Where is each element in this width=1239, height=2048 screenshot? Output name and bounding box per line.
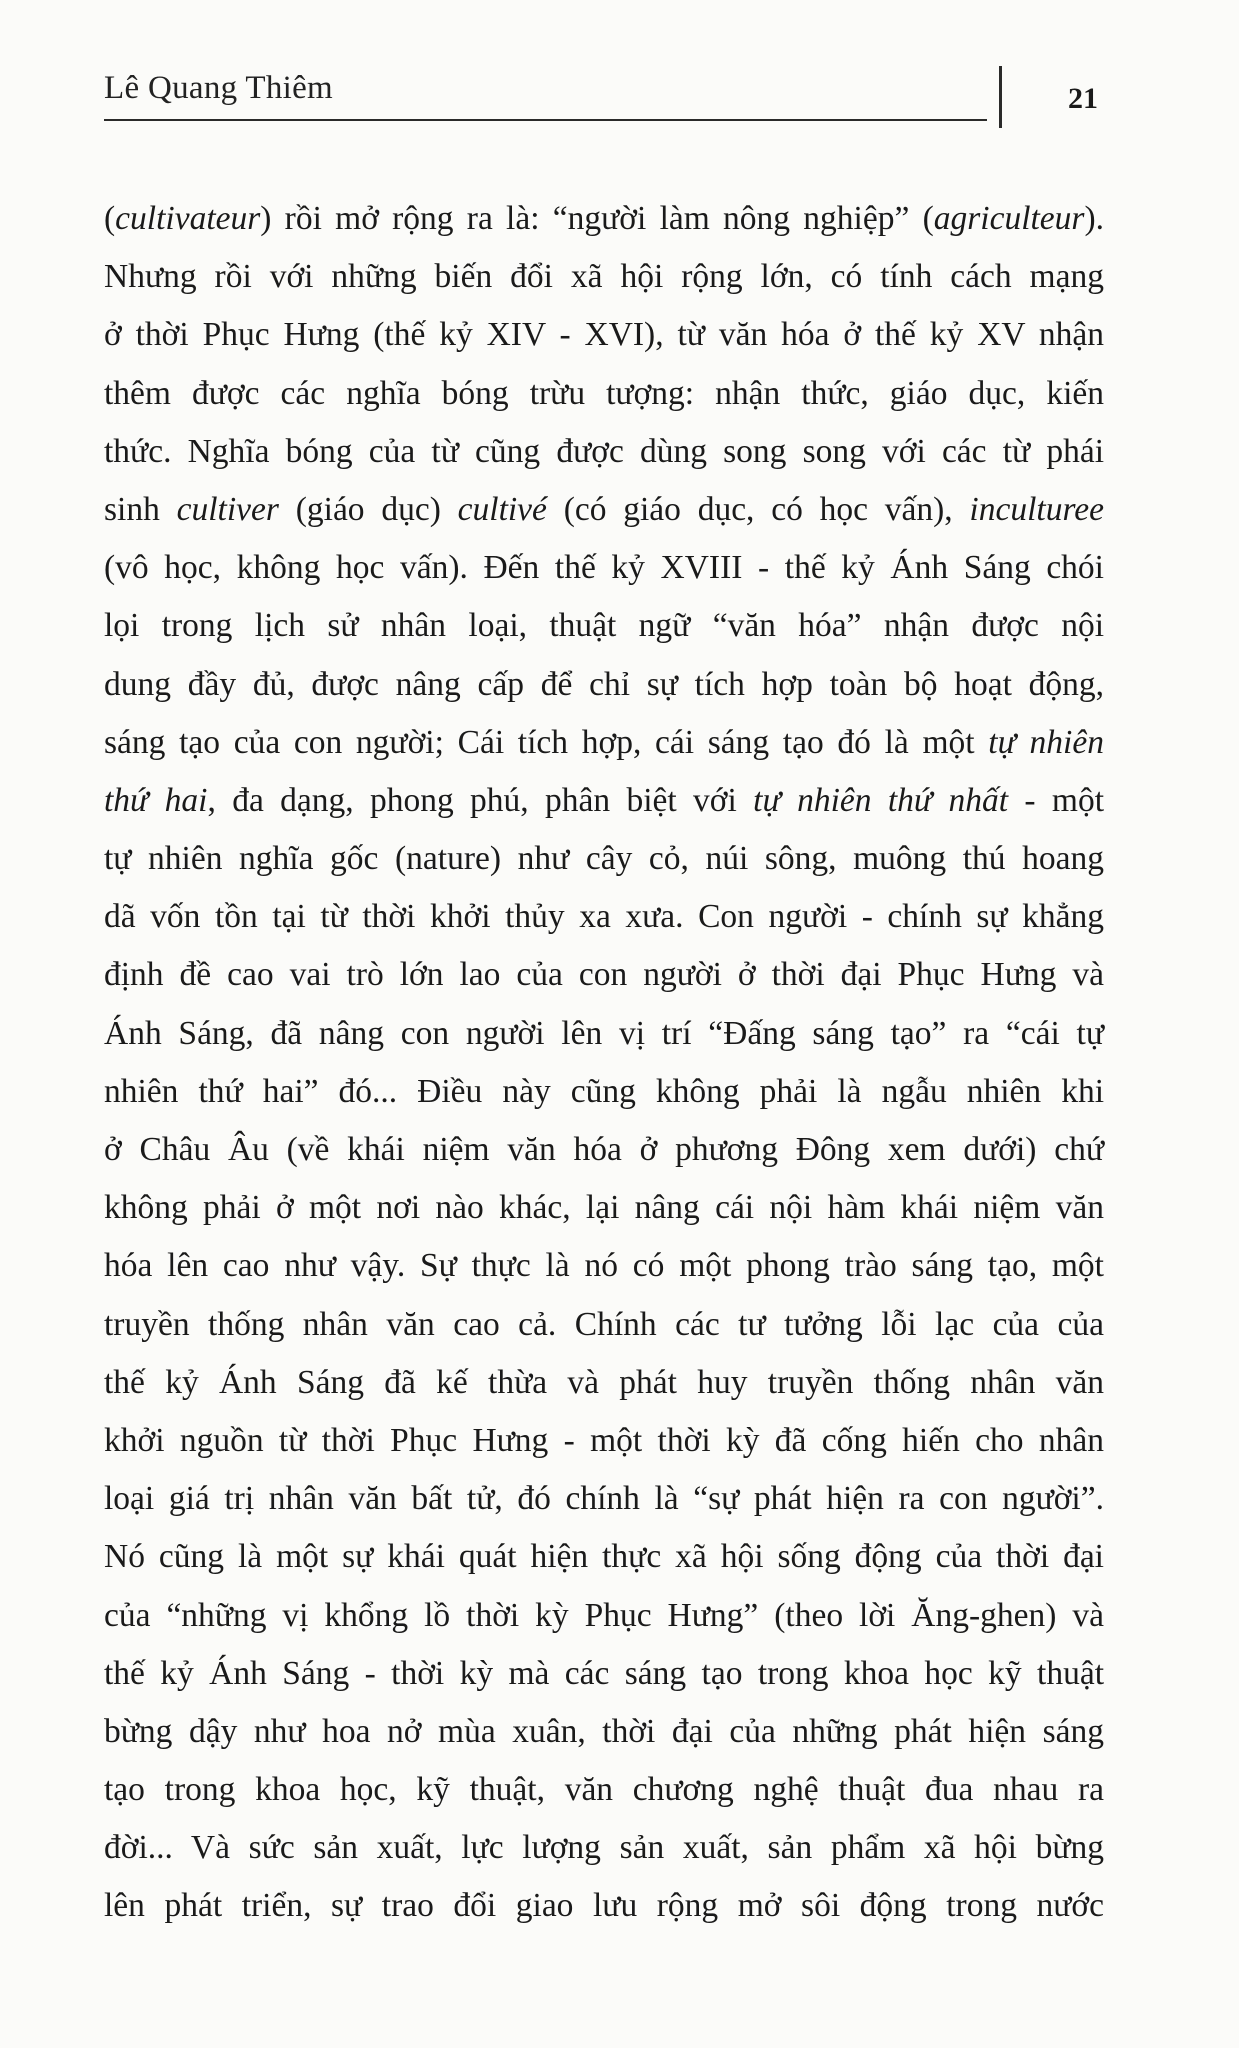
text-segment: dã vốn tồn tại từ thời khởi thủy xa xưa. Con người - chính sự khẳng	[104, 898, 1104, 936]
text-line	[104, 830, 1104, 888]
text-segment: thêm được các nghĩa bóng trừu tượng: nhận thức, giáo dục, kiến	[104, 374, 1104, 412]
text-segment: của “những vị khổng lồ thời kỳ Phục Hưng” (theo lời Ăng-ghen) và	[104, 1596, 1104, 1634]
text-segment: (	[104, 200, 116, 237]
text-line	[104, 888, 1104, 946]
text-segment: thế kỷ Ánh Sáng - thời kỳ mà các sáng tạo trong khoa học kỹ thuật	[104, 1654, 1104, 1692]
text-segment: , đa dạng, phong phú, phân biệt với	[207, 781, 754, 819]
italic-text: thứ hai	[104, 781, 208, 819]
text-segment: ở thời Phục Hưng (thế kỷ XIV - XVI), từ văn hóa ở thế kỷ XV nhận	[104, 316, 1104, 354]
text-line	[104, 423, 1104, 481]
italic-text: agriculteur	[933, 200, 1085, 237]
text-line	[104, 597, 1104, 655]
text-line	[104, 481, 1104, 539]
italic-text: inculturee	[969, 490, 1104, 528]
running-head-author: Lê Quang Thiêm	[104, 70, 334, 106]
body-text	[104, 190, 1104, 1936]
text-segment: truyền thống nhân văn cao cả. Chính các tư tưởng lỗi lạc của của	[104, 1305, 1104, 1343]
header-divider	[999, 66, 1002, 128]
text-segment: (có giáo dục, có học vấn),	[546, 490, 970, 528]
text-line	[104, 1877, 1104, 1935]
text-segment: (giáo dục)	[278, 490, 458, 528]
text-segment: thế kỷ Ánh Sáng đã kế thừa và phát huy truyền thống nhân văn	[104, 1363, 1104, 1401]
text-line	[104, 1470, 1104, 1528]
text-line	[104, 1761, 1104, 1819]
text-segment: ) rồi mở rộng ra là: “người làm nông nghiệp” (	[260, 200, 934, 237]
text-line	[104, 1703, 1104, 1761]
text-segment: ).	[1084, 200, 1104, 237]
text-segment: nhiên thứ hai” đó... Điều này cũng không phải là ngẫu nhiên khi	[104, 1072, 1104, 1110]
text-line	[104, 365, 1104, 423]
text-segment: tạo trong khoa học, kỹ thuật, văn chương nghệ thuật đua nhau ra	[104, 1771, 1104, 1809]
text-segment: Ánh Sáng, đã nâng con người lên vị trí “Đấng sáng tạo” ra “cái tự	[104, 1014, 1104, 1052]
text-segment: Nhưng rồi với những biến đổi xã hội rộng lớn, có tính cách mạng	[104, 258, 1104, 296]
italic-text: tự nhiên	[988, 723, 1104, 761]
text-line	[104, 1063, 1104, 1121]
text-segment: Nó cũng là một sự khái quát hiện thực xã hội sống động của thời đại	[104, 1538, 1104, 1576]
text-line	[104, 656, 1104, 714]
text-segment: bừng dậy như hoa nở mùa xuân, thời đại của những phát hiện sáng	[104, 1712, 1104, 1750]
text-line	[104, 1819, 1104, 1877]
text-segment: (vô học, không học vấn). Đến thế kỷ XVIII - thế kỷ Ánh Sáng chói	[104, 549, 1104, 587]
text-line	[104, 1237, 1104, 1295]
text-line	[104, 190, 1104, 248]
text-segment: thức. Nghĩa bóng của từ cũng được dùng song song với các từ phái	[104, 432, 1104, 470]
text-segment: đời... Và sức sản xuất, lực lượng sản xuất, sản phẩm xã hội bừng	[104, 1829, 1104, 1867]
text-line	[104, 1179, 1104, 1237]
text-line	[104, 1645, 1104, 1703]
text-segment: ở Châu Âu (về khái niệm văn hóa ở phương Đông xem dưới) chứ	[104, 1131, 1104, 1168]
page-number: 21	[1068, 82, 1098, 115]
text-segment: loại giá trị nhân văn bất tử, đó chính là “sự phát hiện ra con người”.	[104, 1480, 1104, 1518]
text-line	[104, 1412, 1104, 1470]
text-line	[104, 1296, 1104, 1354]
text-segment: - một	[1008, 781, 1105, 819]
text-segment: lọi trong lịch sử nhân loại, thuật ngữ “văn hóa” nhận được nội	[104, 607, 1104, 645]
text-segment: sáng tạo của con người; Cái tích hợp, cái sáng tạo đó là một	[104, 723, 989, 761]
text-line	[104, 539, 1104, 597]
text-line	[104, 714, 1104, 772]
text-line	[104, 1587, 1104, 1645]
text-segment: sinh	[104, 490, 177, 528]
text-segment: hóa lên cao như vậy. Sự thực là nó có một phong trào sáng tạo, một	[104, 1247, 1104, 1285]
text-segment: định đề cao vai trò lớn lao của con người ở thời đại Phục Hưng và	[104, 956, 1104, 994]
text-line	[104, 1354, 1104, 1412]
text-segment: dung đầy đủ, được nâng cấp để chỉ sự tích hợp toàn bộ hoạt động,	[104, 665, 1104, 703]
text-segment: khởi nguồn từ thời Phục Hưng - một thời kỳ đã cống hiến cho nhân	[104, 1421, 1104, 1459]
italic-text: cultivé	[457, 490, 547, 528]
text-line	[104, 946, 1104, 1004]
text-segment: không phải ở một nơi nào khác, lại nâng cái nội hàm khái niệm văn	[104, 1189, 1104, 1227]
italic-text: cultivateur	[115, 200, 261, 237]
italic-text: tự nhiên thứ nhất	[753, 781, 1009, 819]
text-line	[104, 248, 1104, 306]
text-line	[104, 1121, 1104, 1179]
text-line	[104, 306, 1104, 364]
italic-text: cultiver	[176, 490, 279, 528]
page-header	[104, 70, 1104, 130]
text-segment: tự nhiên nghĩa gốc (nature) như cây cỏ, núi sông, muông thú hoang	[104, 840, 1104, 878]
text-line	[104, 1528, 1104, 1586]
header-rule	[104, 119, 987, 121]
text-line	[104, 772, 1104, 830]
text-segment: lên phát triển, sự trao đổi giao lưu rộng mở sôi động trong nước	[104, 1887, 1104, 1925]
text-line	[104, 1005, 1104, 1063]
